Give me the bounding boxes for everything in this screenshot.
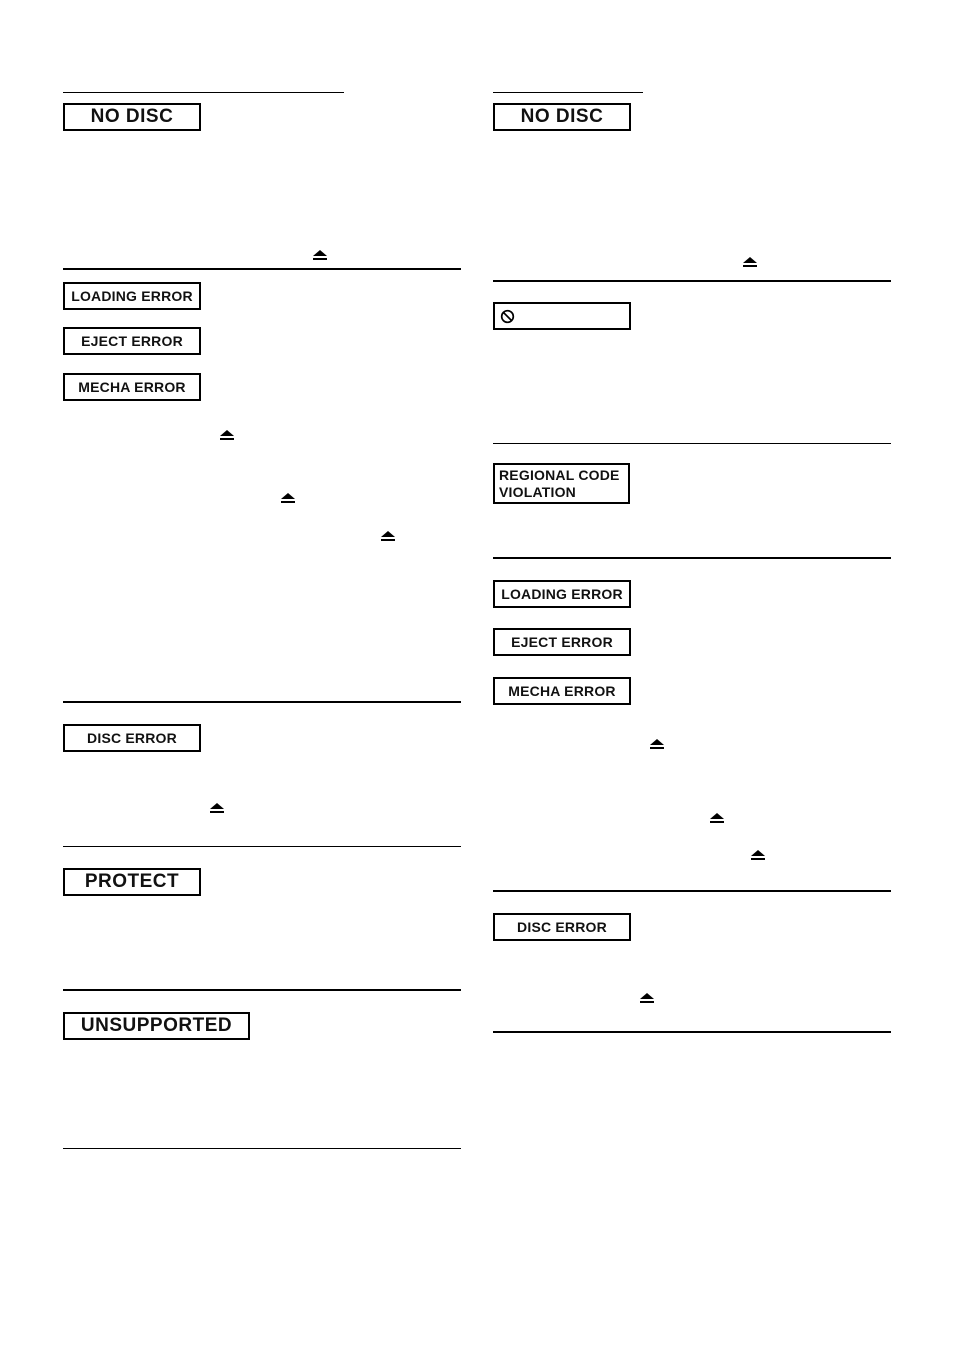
left-no-disc-label: NO DISC	[63, 103, 201, 131]
right-eject-error-label: EJECT ERROR	[493, 628, 631, 656]
left-eject-error-label: EJECT ERROR	[63, 327, 201, 355]
left-disc-error-label: DISC ERROR	[63, 724, 201, 752]
left-section-divider	[63, 1148, 461, 1149]
regional-code-line1: REGIONAL CODE	[499, 467, 620, 483]
right-disc-error-label: DISC ERROR	[493, 913, 631, 941]
eject-icon	[210, 803, 224, 814]
left-section-divider	[63, 701, 461, 703]
right-no-disc-label: NO DISC	[493, 103, 631, 131]
right-section-divider	[493, 557, 891, 559]
left-mecha-error-label: MECHA ERROR	[63, 373, 201, 401]
left-header-rule	[63, 92, 344, 93]
left-unsupported-label: UNSUPPORTED	[63, 1012, 250, 1040]
right-mecha-error-label: MECHA ERROR	[493, 677, 631, 705]
regional-code-line2: VIOLATION	[499, 484, 576, 500]
prohibited-icon	[500, 309, 515, 324]
left-section-divider	[63, 846, 461, 847]
right-prohibited-label	[493, 302, 631, 330]
right-section-divider	[493, 1031, 891, 1033]
left-section-divider	[63, 989, 461, 991]
right-section-divider	[493, 280, 891, 282]
left-section-divider	[63, 268, 461, 270]
right-section-divider	[493, 443, 891, 444]
eject-icon	[281, 493, 295, 504]
eject-icon	[743, 257, 757, 268]
eject-icon	[313, 250, 327, 261]
eject-icon	[751, 850, 765, 861]
eject-icon	[220, 430, 234, 441]
left-protect-label: PROTECT	[63, 868, 201, 896]
eject-icon	[381, 531, 395, 542]
eject-icon	[640, 993, 654, 1004]
right-regional-code-label	[493, 463, 630, 504]
right-header-rule	[493, 92, 643, 93]
left-loading-error-label: LOADING ERROR	[63, 282, 201, 310]
eject-icon	[710, 813, 724, 824]
right-loading-error-label: LOADING ERROR	[493, 580, 631, 608]
right-section-divider	[493, 890, 891, 892]
eject-icon	[650, 739, 664, 750]
